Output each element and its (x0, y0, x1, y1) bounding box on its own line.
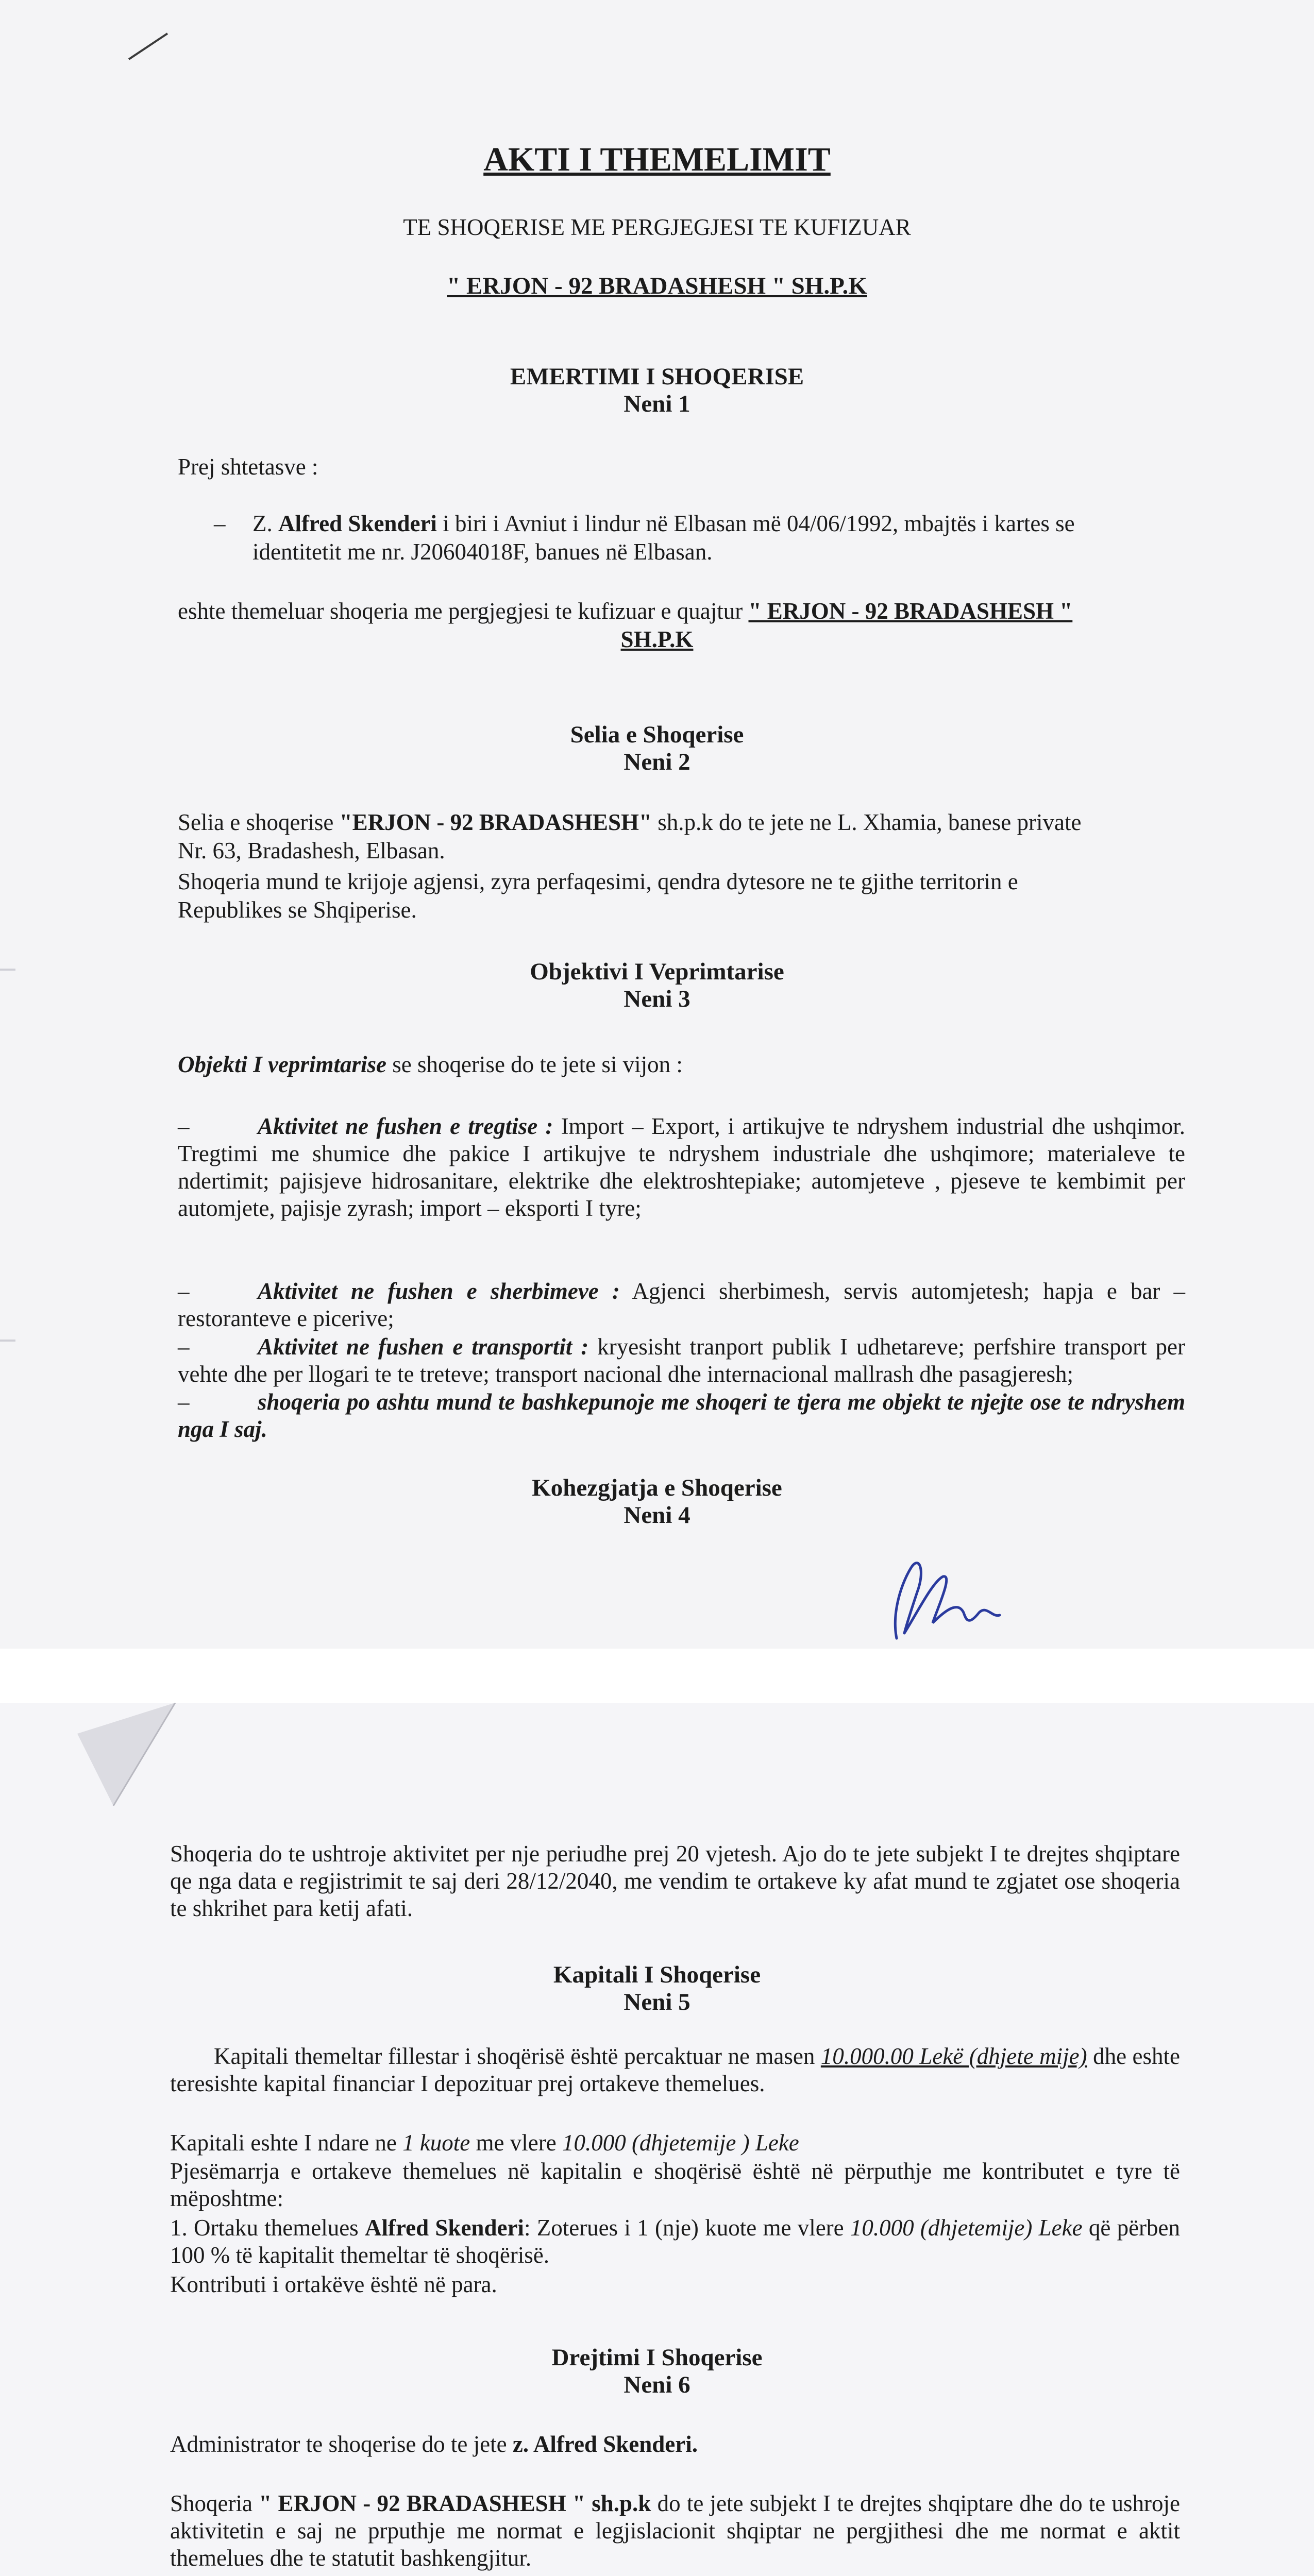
folded-corner-icon (77, 1703, 180, 1806)
article-number-neni5: Neni 5 (624, 1989, 690, 2015)
document-subtitle: TE SHOQERISE ME PERGJEGJESI TE KUFIZUAR (403, 214, 911, 240)
contribution-note: Kontributi i ortakëve është në para. (170, 2272, 497, 2297)
objectives-intro-bold: Objekti I veprimtarise (178, 1052, 386, 1077)
founder-prefix: Z. (252, 511, 273, 536)
contribution-item (170, 2214, 1180, 2269)
contribution-text-c: që përben 100 % të kapitalit themeltar të shoqërisë. (170, 2215, 1181, 2268)
list-bullet: – (178, 1334, 190, 1360)
seat-line-2: Nr. 63, Bradashesh, Elbasan. (178, 838, 445, 863)
seat-text-c: sh.p.k do te jete ne L. Xhamia, banese private (658, 809, 1082, 835)
scan-edge-mark (0, 969, 15, 971)
objective-label-trade: Aktivitet ne fushen e tregtise : (258, 1113, 553, 1139)
objective-item-transport (178, 1333, 1185, 1388)
founder-line-1 (252, 510, 1075, 537)
article-number-neni6: Neni 6 (624, 2371, 690, 2398)
quota-line (170, 2129, 799, 2156)
list-bullet: – (178, 1278, 190, 1304)
objective-item-trade (178, 1113, 1185, 1222)
company-title: " ERJON - 92 BRADASHESH " SH.P.K (447, 273, 867, 299)
document-title: AKTI I THEMELIMIT (483, 141, 831, 178)
scan-edge-mark (0, 1340, 15, 1342)
objective-label-services: Aktivitet ne fushen e sherbimeve : (258, 1278, 620, 1304)
objective-text-services: Agjenci sherbimesh, servis automjetesh; hapja e bar – restoranteve e picerive; (178, 1278, 1185, 1331)
quota-text-b: me vlere (476, 2130, 557, 2156)
objective-label-transport: Aktivitet ne fushen e transportit : (258, 1334, 589, 1360)
contribution-text-a: 1. Ortaku themelues (170, 2215, 359, 2241)
article-number-neni3: Neni 3 (624, 986, 690, 1012)
section-heading-neni4: Kohezgjatja e Shoqerise (532, 1475, 782, 1501)
list-bullet: – (178, 1389, 190, 1415)
administrator-text: Administrator te shoqerise do te jete (170, 2431, 507, 2457)
initials-signature-icon (876, 1551, 1010, 1649)
contribution-value: 10.000 (dhjetemije) Leke (850, 2215, 1083, 2241)
quota-value: 10.000 (dhjetemije ) Leke (562, 2130, 799, 2156)
established-text: eshte themeluar shoqeria me pergjegjesi te kufizuar e quajtur (178, 598, 743, 624)
established-company-suffix: SH.P.K (620, 626, 694, 652)
objective-text-transport: kryesisht tranport publik I udhetareve; perfshire transport per vehte dhe per llogari te te treteve; transport nacional dhe internacional mallrash dhe pasagjeresh; (178, 1334, 1185, 1387)
duration-paragraph: Shoqeria do te ushtroje aktivitet per nje periudhe prej 20 vjetesh. Ajo do te jete subjekt I te drejtes shqiptare qe nga data e regjistrimit te saj deri 28/12/2040, me vendim te ortakeve ky afat mund te zgjatet ose shoqeria te shkrihet para ketij afati. (170, 1841, 1180, 1921)
participation-paragraph: Pjesëmarrja e ortakeve themelues në kapitalin e shoqërisë është në përputhje me kontributet e tyre të mëposhtme: (170, 2158, 1180, 2211)
seat-text-a: Selia e shoqerise (178, 809, 334, 835)
list-bullet: – (178, 1113, 190, 1139)
quota-text-a: Kapitali eshte I ndare ne (170, 2130, 397, 2156)
capital-text-a: Kapitali themeltar fillestar i shoqërisë është percaktuar ne masen (214, 2043, 815, 2069)
contribution-text-b: : Zoterues i 1 (nje) kuote me vlere (524, 2215, 844, 2241)
article-number-neni1: Neni 1 (624, 391, 690, 417)
administrator-name: z. Alfred Skenderi. (512, 2431, 698, 2457)
article-number-neni4: Neni 4 (624, 1502, 690, 1529)
founder-line-2: identitetit me nr. J20604018F, banues në Elbasan. (252, 539, 713, 565)
quota-count: 1 kuote (402, 2130, 470, 2156)
contribution-name: Alfred Skenderi (364, 2215, 524, 2241)
section-heading-neni2: Selia e Shoqerise (570, 721, 744, 748)
seat-line-1 (178, 809, 1081, 836)
document-page-2 (0, 1703, 1314, 2576)
section-heading-neni3: Objektivi I Veprimtarise (530, 958, 784, 985)
objective-item-services (178, 1278, 1185, 1332)
seat-line-4: Republikes se Shqiperise. (178, 897, 417, 923)
established-company-name: " ERJON - 92 BRADASHESH " (748, 598, 1073, 624)
section-heading-neni5: Kapitali I Shoqerise (553, 1961, 761, 1988)
seat-line-3: Shoqeria mund te krijoje agjensi, zyra perfaqesimi, qendra dytesore ne te gjithe territorin e (178, 869, 1018, 894)
page-gap (0, 1649, 1314, 1703)
seat-company-name: "ERJON - 92 BRADASHESH" (339, 809, 652, 835)
objective-text-trade: Import – Export, i artikujve te ndryshem industrial dhe ushqimor. Tregtimi me shumice dhe pakice I artikujve te ndryshem industriale dhe ushqimore; materialeve te ndertimit; pajisjeve hidrosanitare, elektrike dhe elektroshtepiake; automjeteve , pjeseve te kembimit per automjete, pajisje zyrash; import – eksporti I tyre; (178, 1113, 1185, 1221)
founders-intro: Prej shtetasve : (178, 454, 318, 480)
section-heading-neni1: EMERTIMI I SHOQERISE (510, 363, 804, 390)
established-line (178, 598, 1072, 624)
objective-item-cooperation: shoqeria po ashtu mund te bashkepunoje me shoqeri te tjera me objekt te njejte ose te ndryshem nga I saj. (178, 1389, 1185, 1442)
objectives-intro (178, 1051, 683, 1078)
pen-mark-icon (126, 28, 173, 64)
legal-subject-text-a: Shoqeria (170, 2490, 252, 2516)
legal-subject-text-b: do te jete subjekt I te drejtes shqiptare dhe do te ushroje aktivitetin e saj ne prputhje me normat e legjislacionit shqiptar ne pergjithesi dhe me normat e aktit themelues dhe te statutit bashkengjitur. (170, 2490, 1181, 2571)
capital-text-b: dhe eshte teresishte kapital financiar I depozituar prej ortakeve themelues. (170, 2043, 1181, 2096)
capital-paragraph (170, 2043, 1180, 2097)
administrator-line (170, 2431, 698, 2458)
legal-subject-paragraph (170, 2490, 1180, 2572)
founder-name: Alfred Skenderi (278, 511, 437, 536)
list-bullet: – (214, 511, 226, 536)
article-number-neni2: Neni 2 (624, 749, 690, 775)
capital-amount: 10.000.00 Lekë (dhjete mije) (820, 2043, 1087, 2069)
objectives-intro-rest: se shoqerise do te jete si vijon : (392, 1052, 683, 1077)
legal-subject-company: " ERJON - 92 BRADASHESH " sh.p.k (259, 2490, 651, 2516)
section-heading-neni6: Drejtimi I Shoqerise (551, 2344, 763, 2371)
founder-details: i biri i Avniut i lindur në Elbasan më 04/06/1992, mbajtës i kartes se (443, 511, 1075, 536)
